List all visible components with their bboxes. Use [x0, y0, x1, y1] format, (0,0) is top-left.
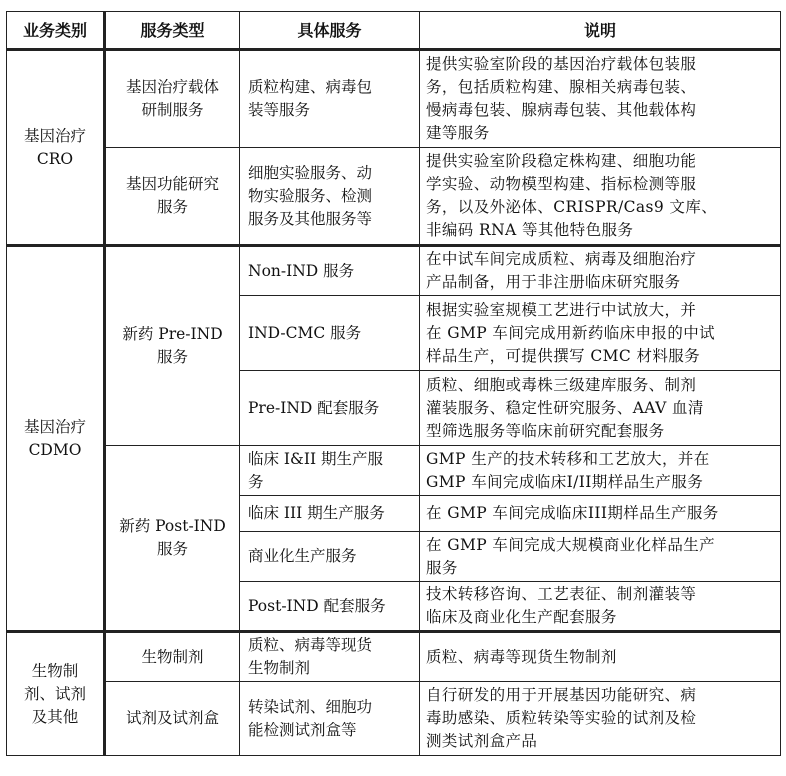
header-description: 说明 [420, 12, 781, 50]
header-row [7, 12, 781, 50]
table-row [7, 50, 781, 148]
description-cell: 质粒、细胞或毒株三级建库服务、制剂 灌装服务、稳定性研究服务、AAV 血清 型筛选服务等临床前研究配套服务 [420, 371, 781, 446]
category-cell-gene-therapy-cdmo: 基因治疗 CDMO [7, 246, 105, 632]
header-category: 业务类别 [7, 12, 105, 50]
description-cell: GMP 生产的技术转移和工艺放大，并在 GMP 车间完成临床I/II期样品生产服务 [420, 446, 781, 496]
specific-service-cell: IND-CMC 服务 [240, 296, 420, 371]
description-cell: 提供实验室阶段的基因治疗载体包装服 务，包括质粒构建、腺相关病毒包装、 慢病毒包装、腺病毒包装、其他载体构 建等服务 [420, 50, 781, 148]
service-type-cell: 试剂及试剂盒 [105, 682, 240, 756]
table-row [7, 246, 781, 296]
description-cell: 根据实验室规模工艺进行中试放大，并 在 GMP 车间完成用新药临床申报的中试 样品生产，可提供撰写 CMC 材料服务 [420, 296, 781, 371]
category-cell-biologics-reagents: 生物制 剂、试剂 及其他 [7, 632, 105, 756]
description-cell: 在中试车间完成质粒、病毒及细胞治疗 产品制备，用于非注册临床研究服务 [420, 246, 781, 296]
specific-service-cell: 细胞实验服务、动 物实验服务、检测 服务及其他服务等 [240, 148, 420, 246]
specific-service-cell: Non-IND 服务 [240, 246, 420, 296]
specific-service-cell: Pre-IND 配套服务 [240, 371, 420, 446]
service-table-container [6, 11, 780, 756]
description-cell: 自行研发的用于开展基因功能研究、病 毒助感染、质粒转染等实验的试剂及检 测类试剂盒产品 [420, 682, 781, 756]
description-cell: 提供实验室阶段稳定株构建、细胞功能 学实验、动物模型构建、指标检测等服 务，以及外泌体、CRISPR/Cas9 文库、 非编码 RNA 等其他特色服务 [420, 148, 781, 246]
specific-service-cell: 商业化生产服务 [240, 532, 420, 582]
description-cell: 在 GMP 车间完成大规模商业化样品生产 服务 [420, 532, 781, 582]
table-row [7, 682, 781, 756]
description-cell: 质粒、病毒等现货生物制剂 [420, 632, 781, 682]
table-row [7, 148, 781, 246]
service-type-cell: 生物制剂 [105, 632, 240, 682]
specific-service-cell: 临床 III 期生产服务 [240, 496, 420, 532]
description-cell: 在 GMP 车间完成临床III期样品生产服务 [420, 496, 781, 532]
specific-service-cell: Post-IND 配套服务 [240, 582, 420, 632]
service-type-cell: 基因治疗载体 研制服务 [105, 50, 240, 148]
specific-service-cell: 转染试剂、细胞功 能检测试剂盒等 [240, 682, 420, 756]
table-row [7, 632, 781, 682]
specific-service-cell: 临床 I&II 期生产服 务 [240, 446, 420, 496]
header-service-type: 服务类型 [105, 12, 240, 50]
specific-service-cell: 质粒构建、病毒包 装等服务 [240, 50, 420, 148]
specific-service-cell: 质粒、病毒等现货 生物制剂 [240, 632, 420, 682]
description-cell: 技术转移咨询、工艺表征、制剂灌装等 临床及商业化生产配套服务 [420, 582, 781, 632]
service-type-cell: 基因功能研究 服务 [105, 148, 240, 246]
category-cell-gene-therapy-cro: 基因治疗 CRO [7, 50, 105, 246]
service-type-cell: 新药 Post-IND 服务 [105, 446, 240, 632]
header-specific-service: 具体服务 [240, 12, 420, 50]
service-table [6, 11, 781, 756]
service-type-cell: 新药 Pre-IND 服务 [105, 246, 240, 446]
table-row [7, 446, 781, 496]
